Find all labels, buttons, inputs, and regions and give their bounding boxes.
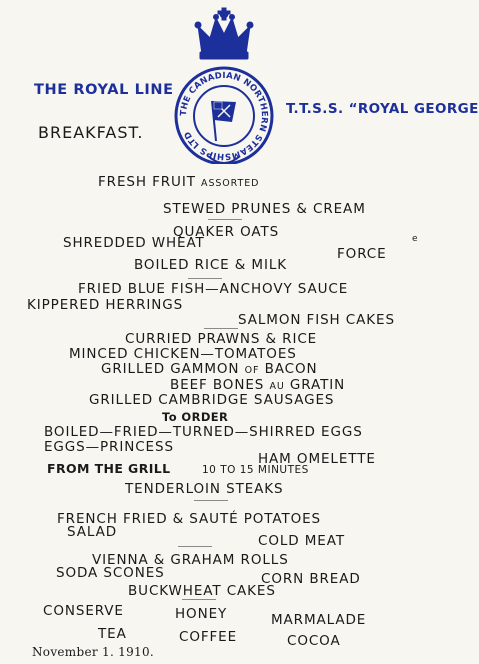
- corn-bread: CORN BREAD: [261, 571, 361, 587]
- divider: [188, 278, 222, 279]
- gammon-b: BACON: [264, 361, 318, 377]
- quaker-oats: QUAKER OATS: [173, 224, 280, 240]
- fried-blue-fish: FRIED BLUE FISH—ANCHOVY SAUCE: [78, 281, 349, 297]
- salmon-fish-cakes: SALMON FISH CAKES: [238, 312, 395, 328]
- divider: [178, 546, 212, 547]
- force: FORCE: [337, 246, 387, 262]
- eggs-princess: EGGS—PRINCESS: [44, 439, 174, 455]
- ham-omelette: HAM OMELETTE: [258, 451, 376, 467]
- kippered-herrings: KIPPERED HERRINGS: [27, 297, 184, 313]
- crown-icon: [195, 8, 253, 59]
- divider: [182, 599, 216, 600]
- vienna-graham-rolls: VIENNA & GRAHAM ROLLS: [92, 552, 289, 568]
- grill-time: 10 TO 15 MINUTES: [202, 464, 309, 476]
- divider: [194, 500, 228, 501]
- salad: SALAD: [67, 524, 118, 540]
- shredded-wheat: SHREDDED WHEAT: [63, 235, 205, 251]
- grilled-gammon: [101, 361, 317, 377]
- beef-bones: [170, 377, 345, 393]
- cambridge-sausages: GRILLED CAMBRIDGE SAUSAGES: [89, 392, 335, 408]
- divider: [208, 219, 242, 220]
- minced-chicken: MINCED CHICKEN—TOMATOES: [69, 346, 297, 362]
- fresh-fruit-note: ASSORTED: [201, 178, 260, 189]
- emblem-ring-text: THE CANADIAN NORTHERN STEAMSHIPS LTD: [178, 70, 270, 162]
- beef-a: BEEF BONES: [170, 377, 265, 393]
- french-fried-potatoes: FRENCH FRIED & SAUTÉ POTATOES: [57, 511, 322, 527]
- cold-meat: COLD MEAT: [258, 533, 345, 549]
- soda-scones: SODA SCONES: [56, 565, 165, 581]
- ship-name: T.T.S.S. “ROYAL GEORGE: [286, 101, 479, 117]
- boiled-rice: BOILED RICE & MILK: [134, 257, 287, 273]
- tenderloin-steaks: TENDERLOIN STEAKS: [125, 481, 284, 497]
- cocoa: COCOA: [287, 633, 341, 649]
- coffee: COFFEE: [179, 629, 238, 645]
- tea: TEA: [98, 626, 127, 642]
- gammon-of: OF: [244, 365, 260, 376]
- ink-mark: e: [412, 234, 418, 244]
- gammon-a: GRILLED GAMMON: [101, 361, 240, 377]
- to-order: To ORDER: [162, 410, 229, 424]
- meal-title: BREAKFAST.: [38, 123, 144, 142]
- curried-prawns: CURRIED PRAWNS & RICE: [125, 331, 318, 347]
- conserve: CONSERVE: [43, 603, 124, 619]
- beef-b: GRATIN: [289, 377, 346, 393]
- from-the-grill: FROM THE GRILL: [47, 461, 171, 476]
- line-name: THE ROYAL LINE: [34, 82, 174, 98]
- beef-au: AU: [269, 381, 285, 392]
- buckwheat-cakes: BUCKWHEAT CAKES: [128, 583, 276, 599]
- fresh-fruit: FRESH FRUIT: [98, 174, 196, 190]
- stewed-prunes: STEWED PRUNES & CREAM: [163, 201, 366, 217]
- honey: HONEY: [175, 606, 228, 622]
- company-emblem: [168, 6, 280, 168]
- eggs-styles: BOILED—FRIED—TURNED—SHIRRED EGGS: [44, 424, 363, 440]
- menu-date: November 1. 1910.: [32, 645, 155, 659]
- divider: [204, 328, 238, 329]
- menu-line: [98, 174, 259, 190]
- flag-icon: [212, 101, 236, 141]
- marmalade: MARMALADE: [271, 612, 367, 628]
